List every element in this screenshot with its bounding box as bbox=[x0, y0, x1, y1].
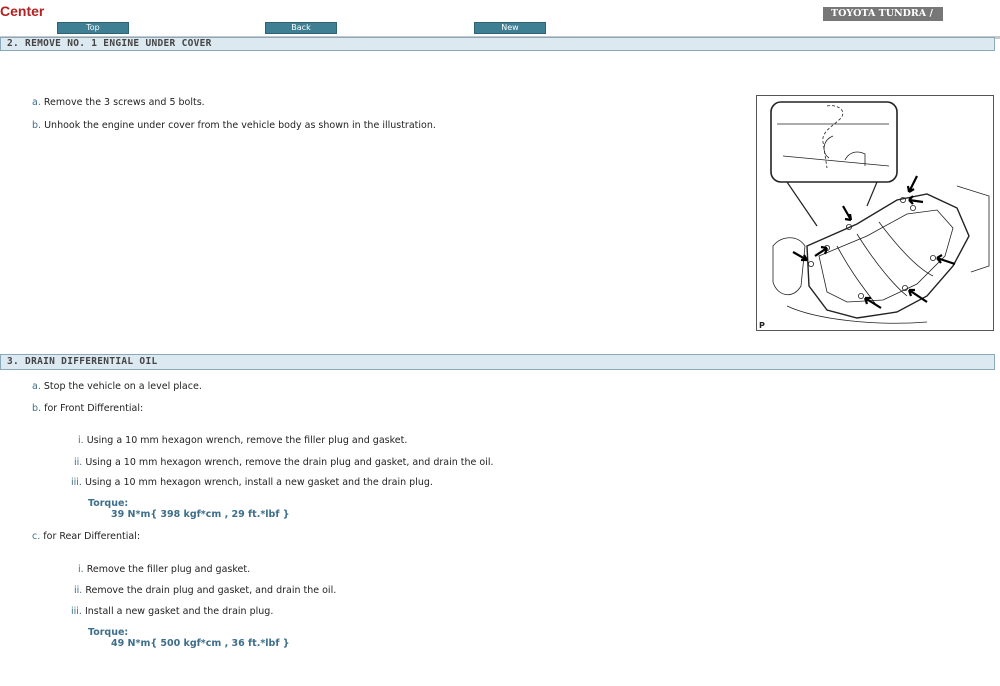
step-a bbox=[32, 381, 202, 392]
substep-marker: iii. bbox=[71, 606, 82, 617]
step-text: for Front Differential: bbox=[44, 403, 144, 414]
torque-value: 49 N*m{ 500 kgf*cm , 36 ft.*lbf } bbox=[111, 638, 290, 649]
step-text: Remove the 3 screws and 5 bolts. bbox=[43, 97, 205, 108]
substep-text: Using a 10 mm hexagon wrench, remove the drain plug and gasket, and drain the oil. bbox=[85, 457, 494, 468]
step-a bbox=[32, 97, 205, 108]
step-c bbox=[32, 531, 140, 542]
substep-marker: ii. bbox=[74, 585, 83, 596]
step-b bbox=[32, 403, 143, 414]
substep-marker: i. bbox=[78, 564, 84, 575]
back-button[interactable]: Back bbox=[265, 22, 337, 34]
top-button[interactable]: Top bbox=[57, 22, 129, 34]
step-marker: b. bbox=[32, 403, 42, 414]
substep-front-ii bbox=[74, 457, 493, 468]
substep-text: Remove the filler plug and gasket. bbox=[86, 564, 251, 575]
substep-rear-iii bbox=[71, 606, 273, 617]
substep-text: Using a 10 mm hexagon wrench, remove the filler plug and gasket. bbox=[86, 435, 408, 446]
substep-marker: i. bbox=[78, 435, 84, 446]
substep-text: Install a new gasket and the drain plug. bbox=[84, 606, 274, 617]
torque-value: 39 N*m{ 398 kgf*cm , 29 ft.*lbf } bbox=[111, 509, 290, 520]
substep-text: Remove the drain plug and gasket, and drain the oil. bbox=[85, 585, 337, 596]
substep-front-iii bbox=[71, 477, 433, 488]
torque-label: Torque: bbox=[88, 627, 129, 638]
new-button[interactable]: New bbox=[474, 22, 546, 34]
step-marker: c. bbox=[32, 531, 41, 542]
step-text: Stop the vehicle on a level place. bbox=[43, 381, 202, 392]
substep-marker: ii. bbox=[74, 457, 83, 468]
torque-label: Torque: bbox=[88, 498, 129, 509]
substep-rear-ii bbox=[74, 585, 336, 596]
step-b bbox=[32, 120, 436, 131]
engine-under-cover-illustration bbox=[756, 95, 994, 331]
illustration-corner-label: P bbox=[759, 321, 765, 330]
section-title-drain-differential-oil: 3. DRAIN DIFFERENTIAL OIL bbox=[0, 354, 995, 370]
substep-front-i bbox=[78, 435, 407, 446]
step-text: Unhook the engine under cover from the vehicle body as shown in the illustration. bbox=[44, 120, 436, 131]
step-marker: a. bbox=[32, 381, 41, 392]
under-cover-drawing bbox=[757, 96, 993, 330]
vehicle-badge: TOYOTA TUNDRA / bbox=[823, 7, 943, 21]
substep-rear-i bbox=[78, 564, 250, 575]
substep-text: Using a 10 mm hexagon wrench, install a new gasket and the drain plug. bbox=[84, 477, 433, 488]
step-marker: a. bbox=[32, 97, 41, 108]
substep-marker: iii. bbox=[71, 477, 82, 488]
step-marker: b. bbox=[32, 120, 42, 131]
brand-title: Center bbox=[0, 3, 45, 19]
section-title-remove-under-cover: 2. REMOVE NO. 1 ENGINE UNDER COVER bbox=[0, 37, 995, 51]
step-text: for Rear Differential: bbox=[43, 531, 141, 542]
